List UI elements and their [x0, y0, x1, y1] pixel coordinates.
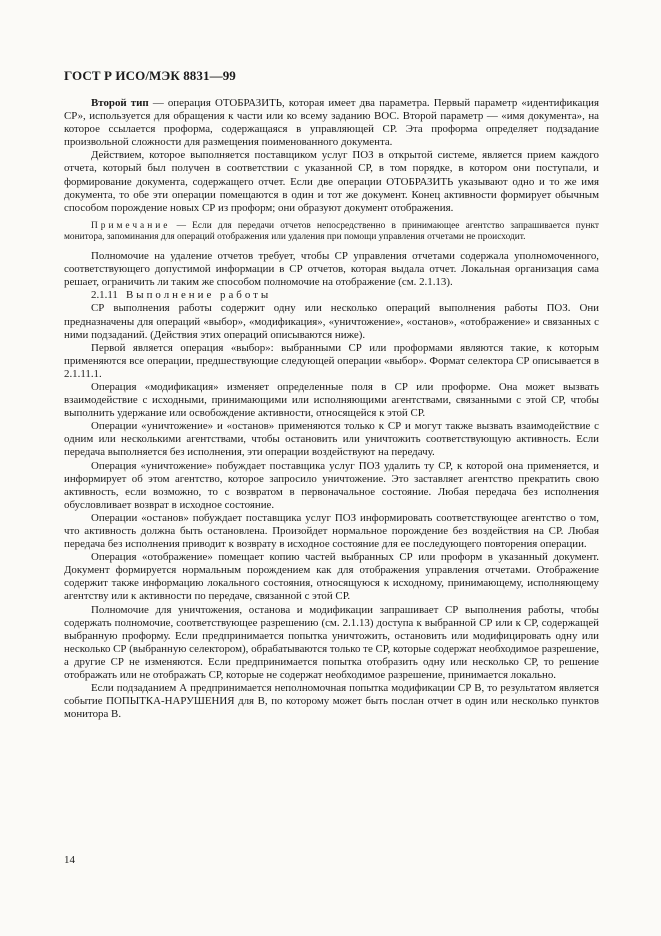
note-paragraph — [64, 221, 599, 244]
paragraph-action: Действием, которое выполняется поставщиком услуг ПОЗ в открытой системе, является прием каждого отчета, который был получен в соответствии с указанной СР, в том порядке, в котором они поступали, и формирование документа, содержащего отчет. Если две операции ОТОБРАЗИТЬ указывают одно и то же имя документа, то обе эти операции помещаются в один и тот же документ. Конец активности формирует обычным способом порождение новых СР из проформ; они образуют документ отображения. — [64, 149, 599, 214]
page-header-title: ГОСТ Р ИСО/МЭК 8831—99 — [64, 68, 236, 83]
paragraph-text: — операция ОТОБРАЗИТЬ, которая имеет два параметра. Первый параметр «идентификация СР», используется для обращения к части или ко всему заданию ВОС. Второй параметр — «имя документа», на которое ссылается проформа, содержащаяся в управляющей СР. Эта проформа определяет подзадание произвольной сложности для размещения поименованного документа. — [64, 97, 599, 149]
paragraph-select-operation: Первой является операция «выбор»: выбранными СР или проформами являются такие, к которым применяются все операции, предшествующие следующей операции «выбор». Формат селектора СР описывается в 2.1.11.1. — [64, 341, 599, 380]
paragraph-destroy-operation: Операция «уничтожение» побуждает поставщика услуг ПОЗ удалить ту СР, к которой она применяется, и информирует об этом агентство, которое запросило уничтожение. Это заставляет агентство прекратить свою активность, если возможно, то с возвратом в первоначальное состояние. Любая передача без исполнения обусловливает возврат в исходное состояние. — [64, 459, 599, 511]
page-body — [64, 97, 599, 721]
paragraph-authority: Полномочие для уничтожения, останова и модификации запрашивает СР выполнения работы, чтобы содержать полномочие, соответствующее разрешению (см. 2.1.13) доступа к выбранной СР или к СР, содержащей выбранную проформу. Если предпринимается попытка уничтожить, остановить или модифицировать одну или несколько СР (выбранную селектором), обрабатываются только те СР, которые содержат необходимое разрешение, а другие СР не изменяются. Если предпринимается попытка отобразить одну или несколько СР, то решение отображать или не отображать СР, которые не содержат необходимое разрешение, принимается локально. — [64, 603, 599, 682]
paragraph-job-execution: СР выполнения работы содержит одну или несколько операций выполнения работы ПОЗ. Они предназначены для операций «выбор», «модификация», «уничтожение», «останов», «отображение» и связанных с ними подзаданий. (Действия этих операций описываются ниже). — [64, 302, 599, 341]
section-number: 2.1.11 — [91, 289, 118, 302]
paragraph-delete-authority: Полномочие на удаление отчетов требует, чтобы СР управления отчетами содержала уполномоченного, соответствующего допустимой информации в СР отчетов, которая выдала отчет. Локальная организация сама решает, ограничить ли таким же способом полномочие на отображение (см. 2.1.13). — [64, 250, 599, 289]
paragraph-second-type — [64, 97, 599, 149]
paragraph-modify-operation: Операция «модификация» изменяет определенные поля в СР или проформе. Она может вызвать взаимодействие с исходными, принимающими или исполняющими агентствами, связанными с этой СР, чтобы выполнить удержание или освобождение активности, относящейся к этой СР. — [64, 380, 599, 420]
note-label: Примечание — [91, 220, 171, 231]
section-title: Выполнение работы — [126, 289, 272, 302]
note-text: — Если для передачи отчетов непосредственно в принимающее агентство запрашивается пункт монитора, запоминания для операций отображения или удаления при помощи управления отчетами не происходит. — [64, 220, 599, 243]
section-heading — [64, 289, 599, 302]
paragraph-stop-operation: Операции «останов» побуждает поставщика услуг ПОЗ информировать соответствующее агентство о том, что активность должна быть остановлена. Произойдет нормальное порождение без воздействия на СР. Любая передача без исполнения приводит к возврату в исходное состояние для ее последующего повторения операции. — [64, 511, 599, 551]
paragraph-violation-attempt: Если подзаданием А предпринимается неполномочная попытка модификации СР В, то результатом является событие ПОПЫТКА-НАРУШЕНИЯ для В, по которому может быть послан отчет в один или несколько пунктов монитора В. — [64, 682, 599, 721]
paragraph-destroy-stop-operations: Операции «уничтожение» и «останов» применяются только к СР и могут также вызвать взаимодействие с одним или несколькими агентствами, чтобы остановить или уничтожить соответствующую активность. Если передача выполняется без исполнения, эти операции воздействуют на передачу. — [64, 420, 599, 459]
paragraph-display-operation: Операция «отображение» помещает копию частей выбранных СР или проформ в указанный документ. Документ формируется нормальным порождением как для отображения управления отчетами. Отображение содержит также информацию локального состояния, относящуюся к исходному, принимающему, исполняющему агентству или к активности по передаче, связанной с этой СР. — [64, 551, 599, 603]
page-number: 14 — [64, 854, 75, 866]
paragraph-lead-term: Второй тип — [91, 97, 149, 109]
